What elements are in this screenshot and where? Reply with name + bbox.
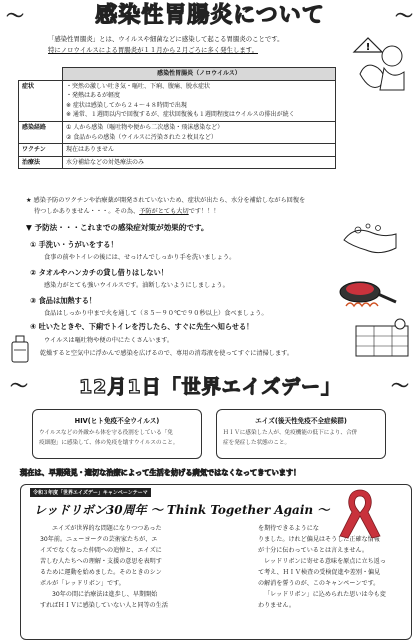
wave-decoration-right: ～ (395, 6, 414, 27)
prevention-item-4-title: ④ 吐いたときや、下痢でトイレを汚したら、すぐに先生へ知らせる！ (30, 322, 254, 331)
table-row-vaccine: ワクチン 現在はありません (19, 144, 336, 157)
campaign-text-left: エイズが世界的な問題になりつつあった 30年前。ニューヨークの芸術家たちが、エ イズでなくなった仲間への追悼と、エイズに 苦しむ人たちへの理解・支援の意思を表明す るために運動を始めました。そのときのシン ボルが「レッドリボン」です。 30年の間に治療法は進歩し、早期開始 すればＨＩＶに感染していない人と同等の生活 (40, 525, 168, 609)
svg-text:!: ! (365, 42, 371, 53)
frying-pan-illustration (336, 272, 398, 314)
wave-decoration-left: ～ (6, 6, 25, 27)
red-ribbon-icon (330, 486, 390, 540)
aids-day-title: ～ 12月1日「世界エイズデー」 ～ (10, 376, 410, 398)
prevention-item-4-text: ウイルスは嘔吐物や便の中にたくさんいます。 (44, 337, 174, 344)
prevention-item-3-text: 食品はしっかり中まで火を通して（８５～９０℃で９０秒以上）食べましょう。 (44, 310, 268, 317)
prevention-item-2-text: 感染力がとても強いウイルスです。油断しないようにしましょう。 (44, 282, 229, 289)
disinfectant-bottle-illustration (4, 332, 36, 364)
prevention-heading: ▼ 予防法・・・これまでの感染症対策が効果的です。 (26, 223, 209, 232)
hiv-definition-box: HIV(ヒト免疫不全ウイルス) ウイルスなどの外敵から体を守る役割をしている「免 疫細胞」に感染して、体の免疫を壊すウイルスのこと。 (32, 409, 202, 459)
campaign-tag: 令和３年度「世界エイズデー」キャンペーンテーマ (30, 488, 151, 497)
hand-washing-illustration (338, 218, 402, 258)
campaign-title: レッドリボン30周年 ～ Think Together Again ～ (34, 503, 330, 517)
campaign-text-right: を期待できるようにな りました。けれど偏見はそうした正確な情報 が十分に伝わっているとは言えません。 レッドリボンに寄せる意味を原点に立ち返っ て考え、ＨＩＶ検査の受検促進や差別・偏見 の解消を誓うのが、このキャンペーンです。 「レッドリボン」に込められた思いは今も変 わりません。 (258, 525, 386, 609)
norovirus-table (18, 67, 336, 169)
prevention-item-1-title: ① 手洗い・うがいをする！ (30, 240, 118, 249)
page-title: ～ 感染性胃腸炎について ～ (0, 2, 420, 30)
prevention-last-note: 乾燥すると空気中に浮かんで感染を広げるので、専用の消毒液を使ってすぐに清掃します。 (40, 350, 294, 357)
prevention-item-1-text: 食事の前やトイレの後には、せっけんでしっかり手を洗いましょう。 (44, 254, 236, 261)
star-note: ★ 感染予防のワクチンや治療薬が開発されていないため、症状が出たら、水分を補給しながら回復を 待つしかありません・・・。その為、予防がとても大切です！！！ (26, 197, 306, 215)
aids-box-title: エイズ(後天性免疫不全症候群) (255, 417, 347, 425)
prevention-item-2-title: ② タオルやハンカチの貸し借りはしない！ (30, 268, 168, 277)
cleaning-illustration (352, 318, 414, 364)
wave-decoration-left: ～ (10, 376, 29, 397)
aids-definition-box: エイズ(後天性免疫不全症候群) ＨＩＶに感染した人が、免疫機能の低下により、合併 症を発症した状態のこと。 (216, 409, 386, 459)
warning-illustration (346, 34, 408, 92)
treatment-banner: 現在は、早期発見・適切な治療によって生活を妨げる病気ではなくなってきています！ (20, 468, 301, 477)
table-caption: 感染性胃腸炎（ノロウイルス） (63, 68, 336, 81)
intro-text (48, 34, 368, 56)
intro-line-1: 「感染性胃腸炎」とは、ウイルスや細菌などに感染して起こる胃腸炎のことです。 (48, 35, 284, 43)
hiv-box-title: HIV(ヒト免疫不全ウイルス) (74, 417, 160, 425)
intro-line-2: 特にノロウイルスによる胃腸炎が１１月から２月ごろに多く発生します。 (48, 46, 258, 54)
table-row-route: 感染経路 ① 人から感染（嘔吐物や便から二次感染・飛沫感染など） ② 食品からの感染（ウイルスに汚染された２枚貝など） (19, 121, 336, 143)
wave-decoration-right: ～ (391, 376, 410, 397)
table-row-symptoms: 症状 ・突然の激しい吐き気・嘔吐、下痢、腹痛、脱水症状 ・発熱はあるが軽度 ※ 症状は感染してから２４～４８時間で出現 ※ 通常、１週間以内で回復するが、症状回復後も１週間程度はウイルスの排出が続く (19, 80, 336, 121)
table-row-treatment: 治療法 水分補給などの対処療法のみ (19, 156, 336, 169)
prevention-item-3-title: ③ 食品は加熱する！ (30, 296, 97, 305)
